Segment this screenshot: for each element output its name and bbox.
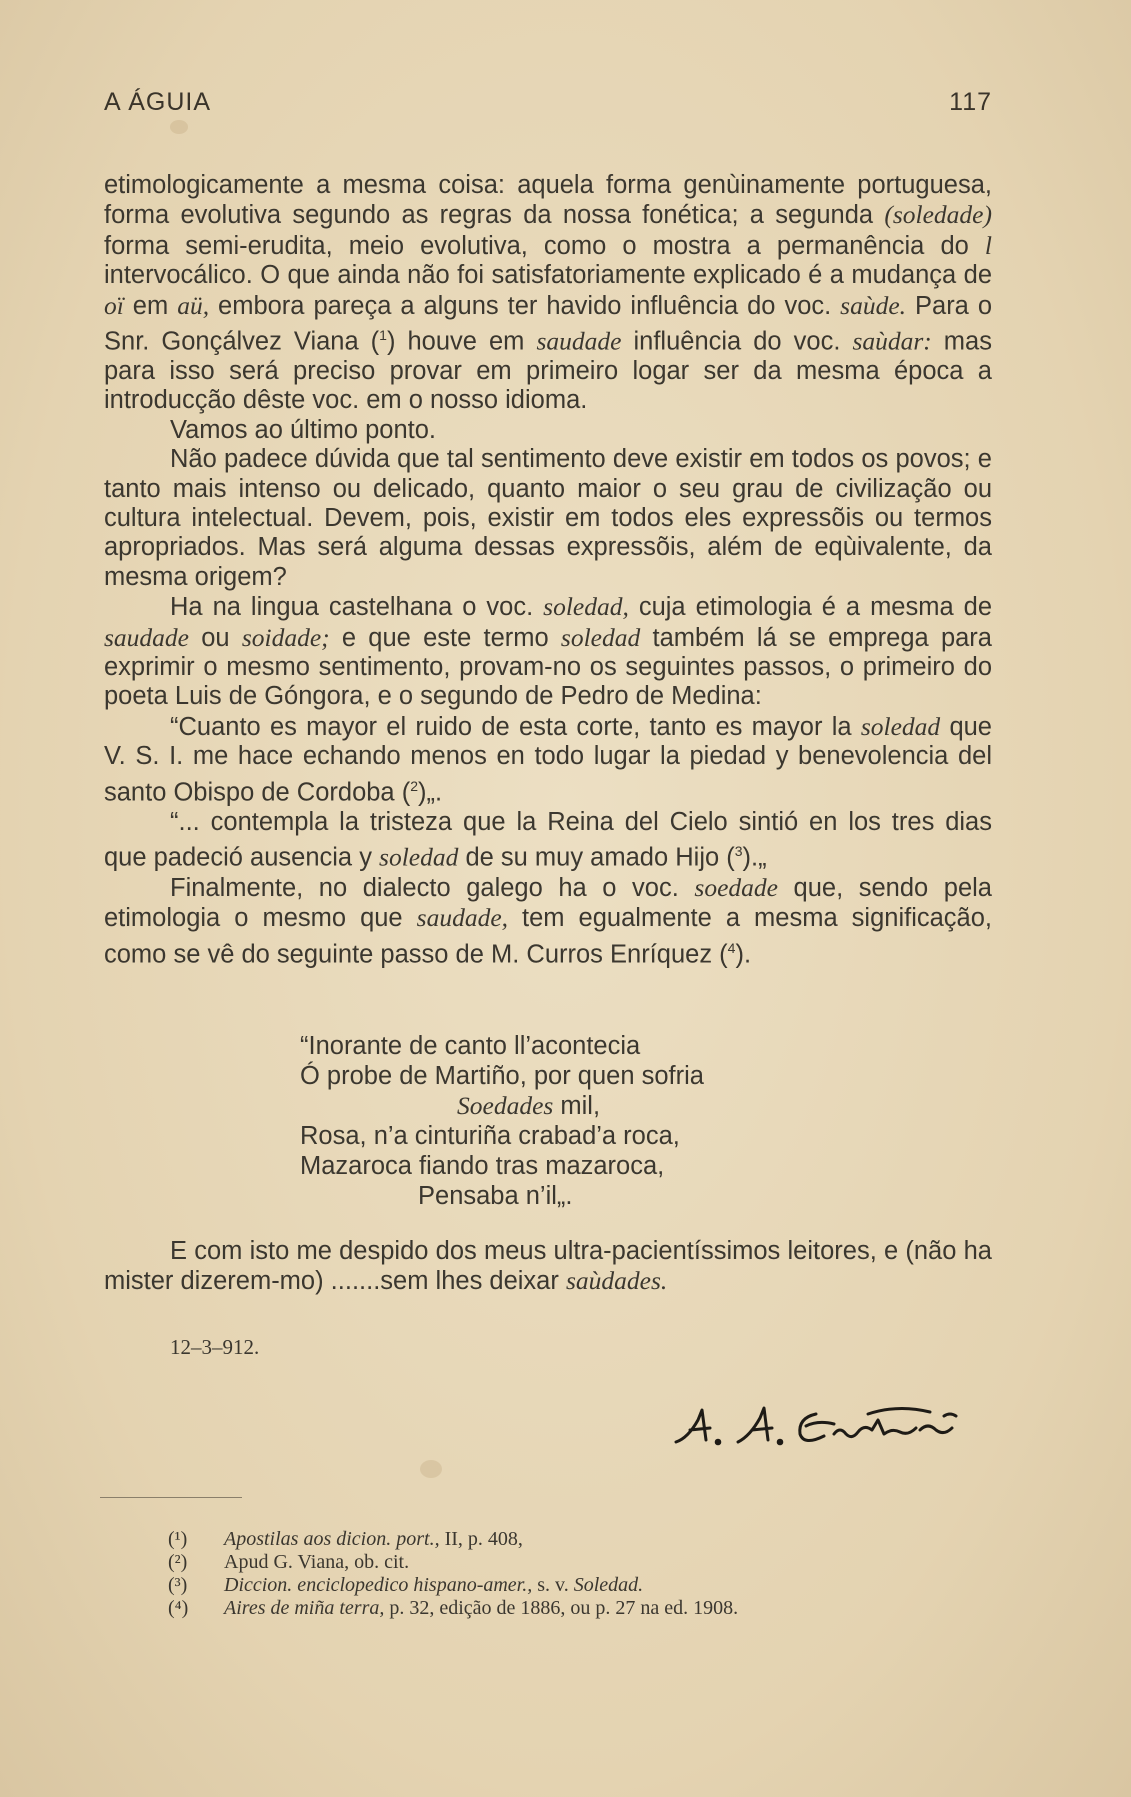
body-text (104, 171, 992, 970)
footnote-ref: 2 (410, 777, 418, 794)
footnote-ref: 1 (379, 327, 387, 344)
handwritten-signature (668, 1390, 988, 1460)
text-run: etimologicamente a mesma coisa: aquela forma genùinamente portuguesa, forma evolutiva segundo as regras da nossa fonética; a segunda (104, 171, 992, 230)
running-header (104, 88, 992, 117)
italic-run: saudade (536, 326, 622, 356)
footnote-ref: 3 (734, 842, 743, 859)
text-run: Para o Snr. Gonçálvez Viana ( (104, 291, 993, 356)
text-run: Ha na lingua castelhana o voc. (170, 593, 544, 622)
italic-run: Apostilas aos dicion. port., (224, 1528, 440, 1550)
text-run: Pensaba n’il„. (418, 1182, 573, 1210)
text-run: Apud G. Viana, ob. cit. (224, 1551, 410, 1573)
text-run: que, sendo pela etimologia o mesmo que (104, 873, 992, 933)
text-run: Não padece dúvida que tal sentimento deve existir em todos os povos; e tanto mais intenso ou delicado, quanto maior o seu grau de civilização ou cultura intelectual. Devem, pois, existir em todos eles expressõis ou termos apropriados. Mas será alguma dessas expressõis, além de eqùivalente, da mesma origem? (104, 445, 992, 591)
poem-line (300, 1151, 860, 1181)
footnote-mark: (¹) (168, 1528, 188, 1550)
text-run: “Inorante de canto ll’acontecia (300, 1032, 641, 1060)
poem-line (300, 1091, 860, 1121)
italic-run: oï (104, 290, 124, 320)
footnote-text (224, 1528, 523, 1551)
text-run: Rosa, n’a cinturiña crabad’a roca, (300, 1122, 680, 1150)
journal-title: A ÁGUIA (104, 88, 212, 116)
text-run: ).„ (742, 843, 767, 872)
italic-run: Aires de miña terra, (224, 1597, 385, 1619)
text-run: em (123, 291, 178, 320)
text-run: “Cuanto es mayor el ruido de esta corte, tanto es mayor la (170, 712, 861, 741)
text-run: ou (189, 623, 242, 652)
closing-paragraph (104, 1236, 992, 1296)
text-run: mas para isso será preciso provar em primeiro logar ser da mesma época a introducção dêste voc. em o nosso idioma. (104, 327, 992, 415)
text-run: intervocálico. O que ainda não foi satisfatoriamente explicado é a mudança de (104, 261, 992, 290)
text-run: e que este termo (329, 623, 561, 652)
text-run: de su muy amado Hijo ( (458, 843, 735, 872)
text-run: p. 32, edição de 1886, ou p. 27 na ed. 1908. (384, 1597, 739, 1619)
italic-run: saùde. (840, 290, 907, 320)
text-run: forma semi-erudita, meio evolutiva, como o mostra a permanência do (104, 231, 985, 260)
text-run: influência do voc. (621, 327, 853, 356)
text-run: que V. S. I. me hace echando menos en todo lugar la piedad y benevolencia del santo Obispo de Cordoba ( (104, 712, 992, 807)
italic-run: (soledade) (884, 200, 992, 230)
italic-run: soledad (560, 622, 641, 652)
paragraph (104, 171, 992, 416)
italic-run: saudade, (416, 903, 509, 933)
italic-run: aü, (177, 290, 210, 320)
italic-run: saùdar: (852, 326, 932, 356)
paragraph (104, 592, 992, 712)
footnote (168, 1597, 968, 1620)
poem-line (300, 1181, 860, 1211)
poem-line (300, 1061, 860, 1091)
footnote-ref: 4 (727, 939, 736, 956)
text-run: ) houve em (386, 327, 537, 356)
date: 12–3–912. (170, 1335, 260, 1359)
italic-run: saudade (104, 622, 189, 652)
footnotes (168, 1528, 968, 1620)
paragraph (104, 712, 992, 808)
text-run: II, p. 408, (439, 1528, 523, 1550)
paper-stain (170, 120, 188, 134)
footnote (168, 1528, 968, 1551)
poem-line (300, 1121, 860, 1151)
italic-run: soedade (694, 872, 778, 902)
text-run: Vamos ao último ponto. (170, 415, 437, 444)
italic-run: l (984, 230, 992, 260)
italic-run: soledad (379, 842, 459, 872)
italic-run: soidade; (241, 622, 330, 652)
text-run: embora pareça a alguns ter havido influência do voc. (209, 291, 841, 320)
page-number: 117 (949, 88, 992, 116)
text-run: Ó probe de Martiño, por quen sofria (300, 1062, 704, 1090)
italic-run: Diccion. enciclopedico hispano-amer., (224, 1574, 533, 1596)
paragraph (104, 416, 992, 445)
paper-stain (420, 1460, 442, 1478)
italic-run: Soedades (457, 1091, 554, 1120)
footnote-text (224, 1597, 738, 1620)
text-run: s. v. (532, 1574, 574, 1596)
paragraph (104, 873, 992, 970)
footnote-text (224, 1574, 643, 1597)
footnote-text (224, 1551, 409, 1574)
poem-quote (300, 1031, 860, 1211)
text-run: ). (735, 940, 752, 969)
paragraph (104, 808, 992, 873)
italic-run: saùdades. (565, 1266, 668, 1295)
text-run: E com isto me despido dos meus ultra-pacientíssimos leitores, e (não ha mister dizerem-mo) .......sem lhes deixar (104, 1237, 992, 1295)
footnote-mark: (⁴) (168, 1597, 189, 1619)
closing-text (104, 1236, 992, 1296)
text-run: também lá se emprega para exprimir o mesmo sentimento, provam-no os seguintes passos, o primeiro do poeta Luis de Góngora, e o segundo de Pedro de Medina: (104, 623, 992, 711)
text-run: Finalmente, no dialecto galego ha o voc. (170, 873, 695, 902)
footnote-rule (100, 1497, 242, 1498)
italic-run: soledad, (543, 592, 629, 622)
footnote (168, 1574, 968, 1597)
text-run: mil, (553, 1092, 601, 1120)
text-run: “... contempla la tristeza que la Reina del Cielo sintió en los tres dias que padeció ausencia y (104, 807, 992, 872)
italic-run: Soledad. (573, 1574, 644, 1596)
paragraph (104, 445, 992, 592)
text-run: cuja etimologia é a mesma de (628, 593, 993, 622)
poem-line (300, 1031, 860, 1061)
italic-run: soledad (860, 711, 941, 741)
text-run: )„. (417, 778, 443, 807)
text-run: Mazaroca fiando tras mazaroca, (300, 1152, 665, 1180)
footnote-mark: (³) (168, 1574, 188, 1596)
text-run: tem egualmente a mesma significação, como se vê do seguinte passo de M. Curros Enríquez ( (104, 904, 992, 969)
footnote (168, 1551, 968, 1574)
footnote-mark: (²) (168, 1551, 188, 1573)
